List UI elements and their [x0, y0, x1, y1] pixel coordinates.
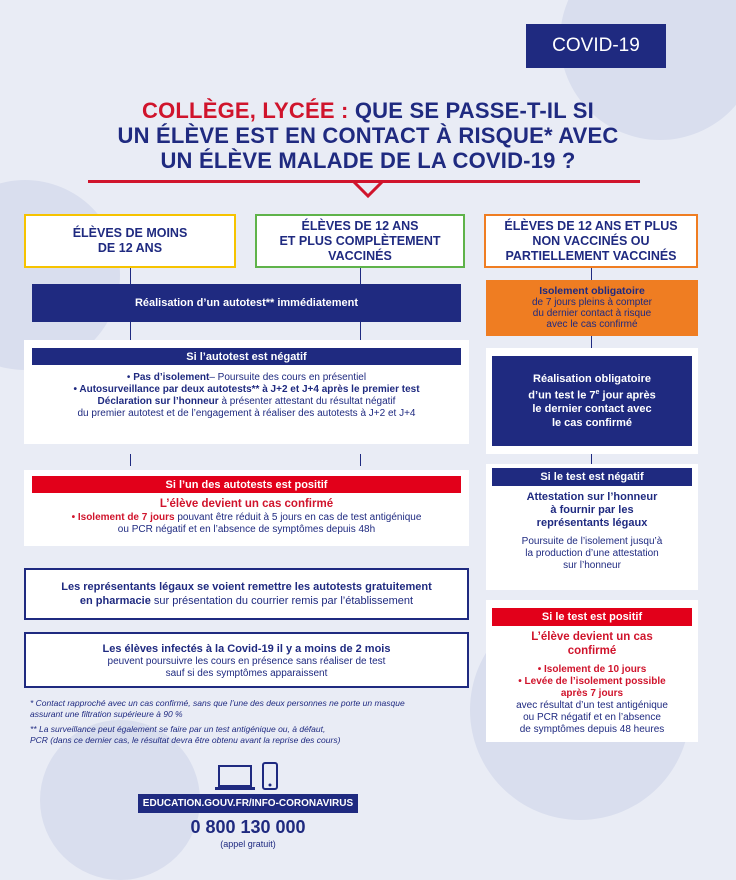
url-banner[interactable]: EDUCATION.GOUV.FR/INFO-CORONAVIRUS [138, 794, 358, 813]
col-header-unvaccinated: ÉLÈVES DE 12 ANS ET PLUS NON VACCINÉS OU PARTIELLEMENT VACCINÉS [484, 214, 698, 268]
phone-number[interactable]: 0 800 130 000 [190, 817, 306, 837]
footnotes: * Contact rapproché avec un cas confirmé, sans que l’une des deux personnes ne porte un masque assurant une filtration supérieure à 90 % ** La surveillance peut également se faire par un test antigénique ou, à défaut, PCR (dans ce dernier cas, le résultat devra être obtenu avant la reprise des cours) [30, 698, 405, 745]
negative-result-box [24, 340, 469, 444]
right-positive-bar: Si le test est positif [492, 608, 692, 626]
title-line1: QUE SE PASSE-T-IL SI [354, 98, 594, 123]
title-line2: UN ÉLÈVE EST EN CONTACT À RISQUE* AVEC [117, 123, 619, 148]
positive-bar: Si l’un des autotests est positif [32, 476, 461, 493]
smartphone-icon [262, 762, 278, 790]
covid-badge: COVID-19 [526, 24, 666, 68]
isolation-box: Isolement obligatoire de 7 jours pleins à compter du dernier contact à risque avec le cas confirmé [486, 280, 698, 336]
positive-result-box [24, 470, 469, 546]
col-header-under-12: ÉLÈVES DE MOINS DE 12 ANS [24, 214, 236, 268]
chevron-down-icon [350, 180, 386, 200]
page-title [40, 98, 696, 173]
autotest-box: Réalisation d’un autotest** immédiatement [32, 284, 461, 322]
col-header-vaccinated: ÉLÈVES DE 12 ANS ET PLUS COMPLÈTEMENT VACCINÉS [255, 214, 465, 268]
title-line3: UN ÉLÈVE MALADE DE LA COVID-19 ? [160, 148, 576, 173]
negative-bar: Si l’autotest est négatif [32, 348, 461, 365]
positive-text: L’élève devient un cas confirmé • Isolement de 7 jours pouvant être réduit à 5 jours en cas de test antigénique ou PCR négatif et en l’absence de symptômes depuis 48h [71, 498, 422, 535]
right-positive-box: Si le test est positif L’élève devient un cas confirmé • Isolement de 10 jours • Levée de l’isolement possible après 7 jours avec résultat d’un test antigénique ou PCR négatif et en l’absence de symptômes depuis 48 heures [486, 600, 698, 742]
negative-text: • Pas d’isolement– Poursuite des cours en présentiel • Autosurveillance par deux autotests** à J+2 et J+4 après le premier test Déclaration sur l’honneur à présenter attestant du résultat négatif du premier autotest et de l’engagement à réaliser des autotests à J+2 et J+4 [73, 372, 420, 419]
phone-note: (appel gratuit) [220, 839, 276, 849]
right-negative-bar: Si le test est négatif [492, 468, 692, 486]
mandatory-test-panel [486, 348, 698, 454]
legal-representatives-box: Les représentants légaux se voient remettre les autotests gratuitement en pharmacie sur présentation du courrier remis par l’établissement [24, 568, 469, 620]
infected-students-box: Les élèves infectés à la Covid-19 il y a moins de 2 mois peuvent poursuivre les cours en présence sans réaliser de test sauf si des symptômes apparaissent [24, 632, 469, 688]
mandatory-test-box: Réalisation obligatoire d’un test le 7e jour après le dernier contact avec le cas confirmé [492, 356, 692, 446]
right-negative-box: Si le test est négatif Attestation sur l’honneur à fournir par les représentants légaux Poursuite de l’isolement jusqu’à la production d’une attestation sur l’honneur [486, 464, 698, 590]
laptop-icon [215, 765, 255, 791]
title-red: COLLÈGE, LYCÉE : [142, 98, 355, 123]
